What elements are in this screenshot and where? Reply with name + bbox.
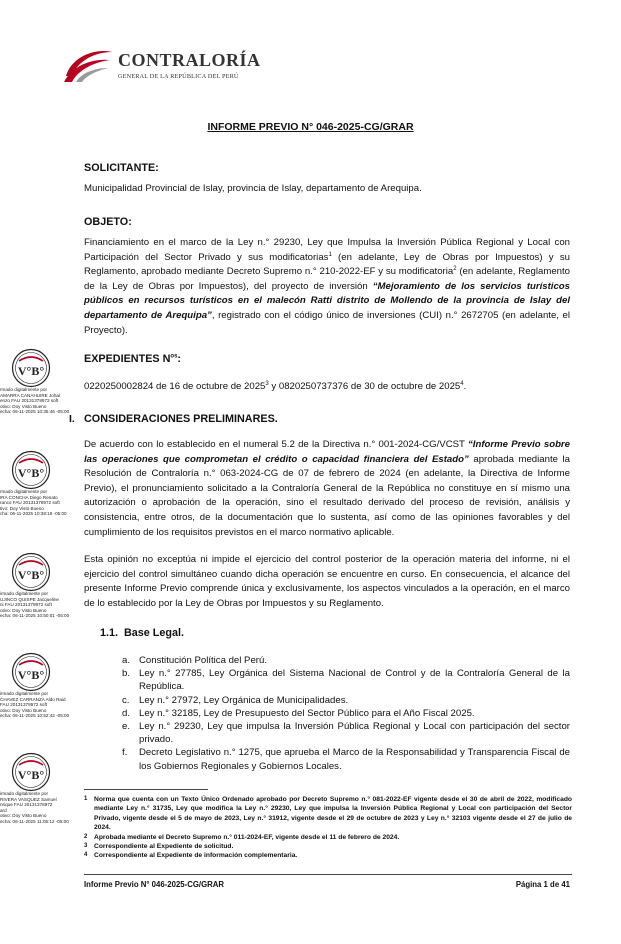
legal-list-item: [122, 694, 570, 707]
base-legal-list: [122, 654, 570, 773]
report-title: INFORME PREVIO N° 046-2025-CG/GRAR: [207, 121, 414, 133]
footnote-ref-3: 3: [265, 380, 269, 387]
svg-text:V°B°: V°B°: [17, 768, 45, 782]
visto-bueno-seal-icon: [10, 652, 52, 692]
logo-subtitle: GENERAL DE LA REPÚBLICA DEL PERÚ: [118, 73, 239, 80]
svg-text:V°B°: V°B°: [17, 466, 45, 480]
signature-line: otivo: Doy Visto Bueno: [0, 707, 47, 713]
footnote-number: 3: [84, 843, 88, 850]
signature-line: FAU 20131378972 soft: [0, 702, 47, 708]
signature-line: otivo: Doy Visto Bueno: [0, 607, 47, 613]
signature-line: AMARRA CANAHUIRE Johal: [0, 392, 60, 398]
list-text: Constitución Política del Perú.: [139, 655, 267, 666]
signature-line: tivo: Doy Visto Bueno: [0, 505, 44, 511]
footnote-ref-2: 2: [453, 266, 457, 272]
signature-line: ni FAU 20131378972 soft: [0, 602, 52, 608]
contraloria-logo: [62, 42, 262, 88]
legal-list-item: [122, 707, 570, 720]
legal-list-item: [122, 654, 570, 667]
footnote-text: Correspondiente al Expediente de solicitud.: [94, 843, 234, 851]
signature-line: RIVERA VASQUEZ Samuel: [0, 796, 57, 802]
digital-signature-stamp: [0, 552, 80, 622]
legal-list-item: [122, 746, 570, 772]
expedientes-text: 0220250002824 de 16 de octubre de 2025$^3$ y 0820250737376 de 30 de octubre de 2025$^4$.: [84, 380, 467, 392]
footnote-number: 1: [84, 796, 88, 802]
footnote: [84, 795, 572, 833]
solicitante-heading: SOLICITANTE:: [84, 162, 159, 174]
objeto-heading: OBJETO:: [84, 216, 132, 228]
signature-details: [0, 387, 82, 415]
signature-line: echa: 06-11-2025 10:35:46 -05:00: [0, 409, 70, 415]
signature-line: rmado digitalmente por: [0, 489, 47, 494]
signature-line: enzo FAU 20131378972 soft: [0, 398, 59, 404]
signature-line: otivo: Doy Visto Bueno: [0, 813, 47, 819]
signature-line: cha: 06-11-2025 10:38:19 -05:00: [0, 511, 67, 517]
svg-text:V°B°: V°B°: [17, 668, 45, 682]
signature-line: IRA CONCHA Diego Renato: [0, 494, 58, 500]
footnote-text: Aprobada mediante el Decreto Supremo n.° 011-2024-EF, vigente desde el 11 de febrero de 2024.: [94, 833, 400, 841]
subsection-number: 1.1.: [100, 627, 119, 639]
list-letter: b.: [122, 668, 131, 680]
footnote-ref-1: 1: [328, 251, 332, 258]
list-letter: d.: [122, 707, 131, 719]
footnote-text: Norma que cuenta con un Texto Único Ordenado aprobado por Decreto Supremo n.° 081-2022-EF vigente desde el 30 de abril de 2022, modificado mediante Ley n.° 31735, Ley que modifica la Ley n.° 29230, Ley que impulsa la Inversión Pública Regional y Local con participación del Sector Privado, vigente desde el 5 de mayo de 2023, Ley n.° 31912, vigente desde el 29 de octubre de 2023 y Ley n.° 32103 vigente desde el 27 de julio de 2024.: [94, 796, 572, 832]
list-letter: e.: [122, 721, 131, 733]
list-text: Ley n.° 29230, Ley que impulsa la Inversión Pública Regional y Local con participación del sector privado.: [139, 721, 570, 746]
legal-list-item: [122, 720, 570, 746]
digital-signature-stamp: [0, 348, 80, 418]
list-text: Ley n.° 27785, Ley Orgánica del Sistema Nacional de Control y de la Contraloría General de la República.: [139, 668, 570, 693]
signature-line: irmado digitalmente por: [0, 691, 49, 696]
signature-line: CHAVEZ CARRANZA Aldo Raid: [0, 696, 66, 702]
list-letter: f.: [122, 747, 128, 759]
logo-wordmark: CONTRALORÍA: [118, 50, 261, 70]
signature-line: otivo: Doy Visto Bueno: [0, 403, 47, 409]
visto-bueno-seal-icon: [10, 752, 52, 792]
signature-line: nrique FAU 20131378972: [0, 802, 53, 808]
signature-line: irmado digitalmente por: [0, 591, 49, 596]
signature-line: rmado digitalmente por: [0, 387, 47, 392]
signature-details: [0, 691, 82, 719]
footnote-number: 4: [84, 852, 88, 859]
svg-text:V°B°: V°B°: [17, 568, 45, 582]
expedientes-heading: EXPEDIENTES $N^{os}$:: [84, 353, 182, 365]
footnote-divider: [84, 789, 208, 790]
subsection-heading: Base Legal.: [124, 627, 185, 639]
solicitante-text: Municipalidad Provincial de Islay, provincia de Islay, departamento de Arequipa.: [84, 183, 422, 194]
project-name: “Mejoramiento de los servicios turísticos públicos en recursos turísticos en el malecón Ratti distrito de Mollendo de la provincia de Islay del departamento de Arequipa”: [84, 280, 571, 321]
signature-line: ranco FAU 20131378972 soft: [0, 500, 60, 506]
footnote: [84, 833, 572, 842]
digital-signature-stamp: [0, 752, 80, 822]
objeto-paragraph: Financiamiento en el marco de la Ley n.° 29230, Ley que Impulsa la Inversión Pública Regional y Local con Participación del Sector Privado y sus modificatorias$^1$ (en adelante, Ley de Obras por Impuestos) y su Reglamento, aprobado mediante Decreto Supremo n.° 210-2022-EF y su modificatoria$^2$ (en adelante, Reglamento de la Ley de Obras por Impuestos), del proyecto de inversión “Mejoramiento de los servicios turísticos públicos en recursos turísticos en el malecón Ratti distrito de Mollendo de la provincia de Islay del departamento de Arequipa”, registrado con el código único de inversiones (CUI) n.° 2672705 (en adelante, el Proyecto).: [84, 237, 571, 336]
list-text: Decreto Legislativo n.° 1275, que aprueba el Marco de la Responsabilidad y Transparencia Fiscal de los Gobiernos Regionales y Gobiernos Locales.: [139, 747, 570, 772]
signature-line: echa: 06-11-2025 10:50:01 -05:00: [0, 613, 70, 619]
signature-line: UJINCO QUISPE Jacqueline: [0, 596, 59, 602]
section-heading: CONSIDERACIONES PRELIMINARES.: [84, 413, 278, 425]
svg-text:V°B°: V°B°: [17, 364, 45, 378]
section-number: I.: [69, 413, 75, 425]
section-paragraph-1: De acuerdo con lo establecido en el numeral 5.2 de la Directiva n.° 001-2024-CG/VCST “Informe Previo sobre las operaciones que comprometan el crédito o capacidad financiera del Estado” aprobada mediante la Resolución de Contraloría n.° 063-2024-CG de 07 de febrero de 2024 (en adelante, la Directiva de Informe Previo), el pronunciamiento solicitado a la Contraloría General de la República no constituye en sí mismo una autorización o aprobación de la operación, sino el resultado derivado del proceso de revisión, análisis y consistencia, entre otros, de la documentación que lo sustenta, así como de las opiniones favorables y del cumplimiento de los requisitos previstos en el marco normativo aplicable.: [84, 439, 570, 538]
footnote-number: 2: [84, 833, 88, 840]
list-text: Ley n.° 27972, Ley Orgánica de Municipalidades.: [139, 694, 349, 706]
signature-details: [0, 791, 82, 825]
section-paragraph-2: Esta opinión no exceptúa ni impide el ejercicio del control posterior de la operación materia del informe, ni el ejercicio del control simultáneo cuando dicha operación se encuentre en curso. En consecuencia, el alcance del presente Informe Previo comprende única y exclusivamente, los aspectos vinculados a la operación, en el marco de lo establecido por la Ley de Obras por Impuestos y su Reglamento.: [84, 554, 570, 609]
footnote-ref-4: 4: [460, 380, 464, 387]
visto-bueno-seal-icon: [10, 450, 52, 490]
footnote: [84, 842, 572, 851]
signature-line: ard: [0, 807, 7, 813]
visto-bueno-seal-icon: [10, 348, 52, 388]
visto-bueno-seal-icon: [10, 552, 52, 592]
list-text: Ley n.° 32185, Ley de Presupuesto del Sector Público para el Año Fiscal 2025.: [139, 707, 475, 719]
signature-details: [0, 591, 82, 619]
list-letter: a.: [122, 655, 131, 666]
signature-details: [0, 489, 82, 517]
footnote-text: Correspondiente al Expediente de información complementaria.: [94, 852, 298, 860]
list-letter: c.: [122, 694, 130, 706]
digital-signature-stamp: [0, 450, 80, 520]
footer-divider: [84, 874, 572, 875]
footer-document-id: Informe Previo N° 046-2025-CG/GRAR: [84, 880, 225, 889]
contraloria-swoosh-icon: [62, 46, 114, 84]
signature-line: irmado digitalmente por: [0, 791, 49, 796]
digital-signature-stamp: [0, 652, 80, 722]
legal-list-item: [122, 667, 570, 693]
footnotes: [84, 795, 572, 861]
signature-line: echa: 06-11-2025 10:52:42 -05:00: [0, 713, 70, 719]
footnote: [84, 851, 572, 860]
signature-line: echa: 06-11-2025 11:05:12 -05:00: [0, 818, 69, 824]
page-number: Página 1 de 41: [515, 880, 570, 889]
